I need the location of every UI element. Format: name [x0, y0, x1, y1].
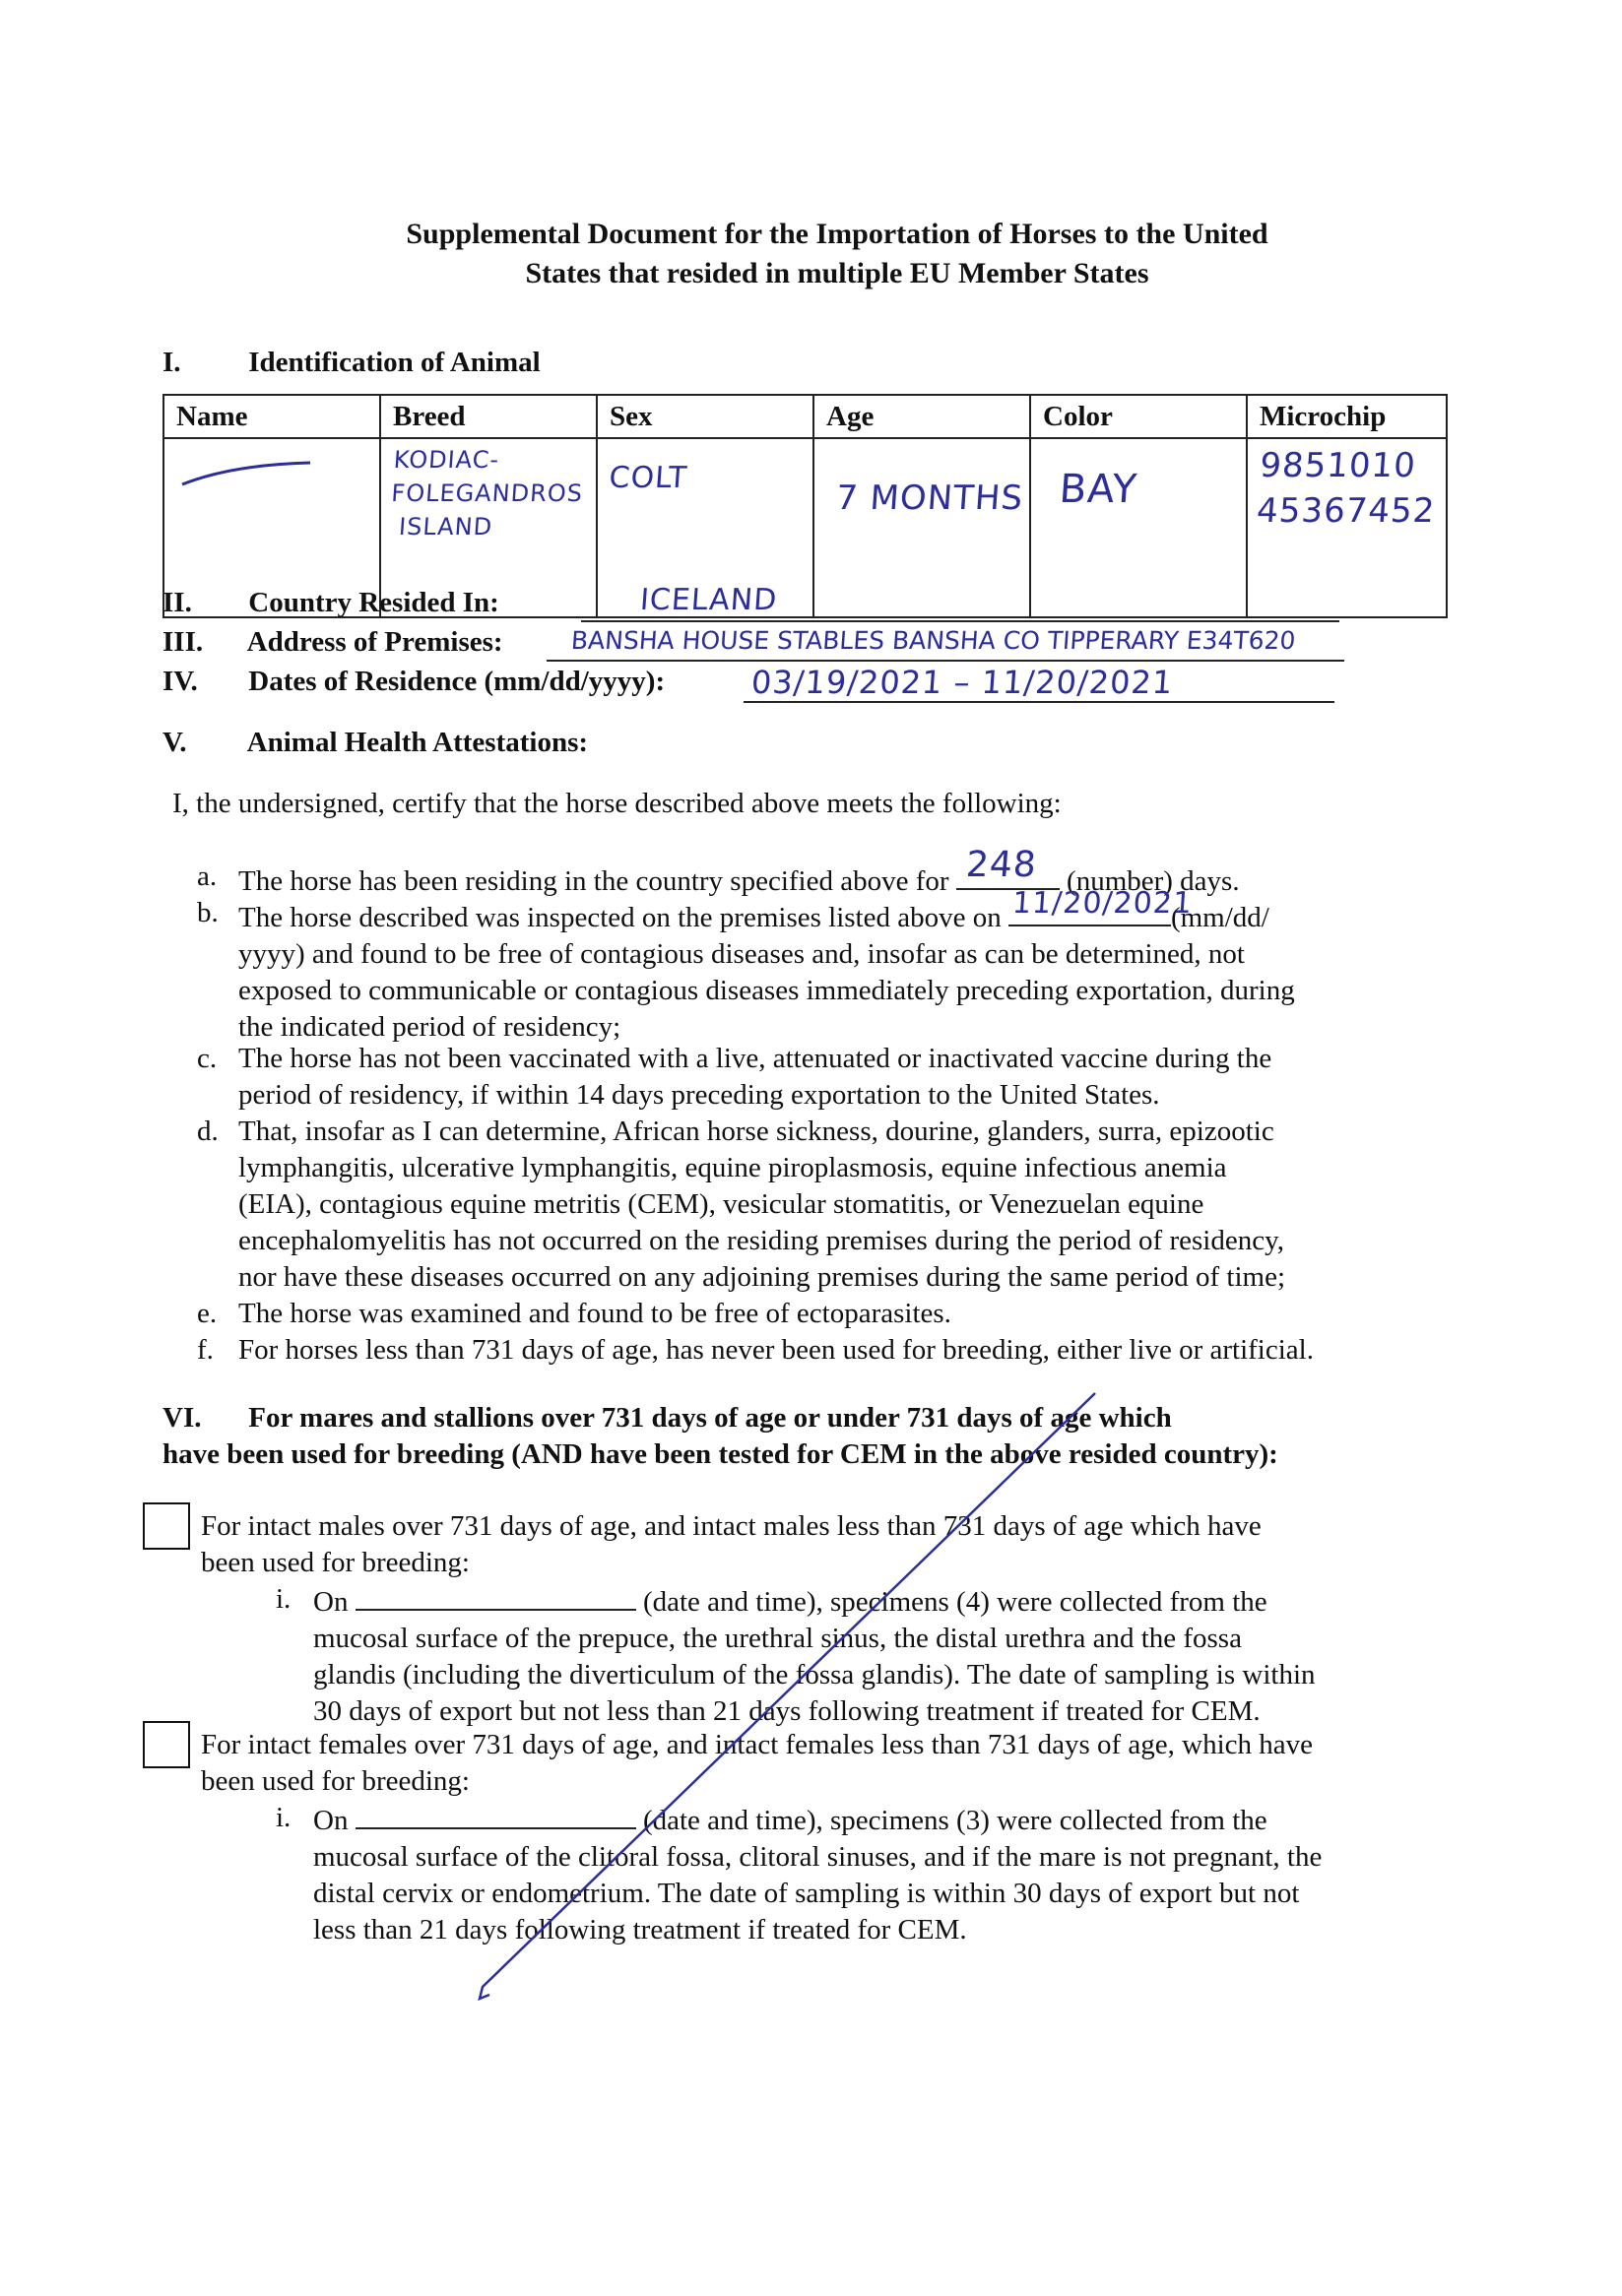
males-sub-line-3: glandis (including the diverticulum of the fossa glandis). The date of sampling is within [313, 1659, 1316, 1690]
certify-statement: I, the undersigned, certify that the horse described above meets the following: [172, 788, 1062, 819]
males-line-1: For intact males over 731 days of age, and intact males less than 731 days of age which have [201, 1510, 1262, 1542]
header-microchip: Microchip [1247, 395, 1447, 438]
cell-color: BAY [1024, 438, 1254, 617]
header-breed: Breed [380, 395, 597, 438]
breed-line-1: KODIAC- [392, 446, 501, 474]
section-2-number: II. [162, 587, 192, 618]
section-6-title-line-1: For mares and stallions over 731 days of age or under 731 days of age which [248, 1402, 1172, 1434]
females-sub-line-2: mucosal surface of the clitoral fossa, clitoral sinuses, and if the mare is not pregnant, the [313, 1841, 1323, 1873]
cell-age: 7 MONTHS [808, 438, 1037, 617]
cell-sex: COLT [591, 438, 820, 617]
females-line-1: For intact females over 731 days of age, and intact females less than 731 days of age, which have [201, 1729, 1314, 1760]
females-line-2: been used for breeding: [201, 1765, 470, 1797]
males-line-2: been used for breeding: [201, 1547, 470, 1578]
attestation-b-format: (mm/dd/ [1170, 902, 1269, 933]
days-value: 248 [964, 845, 1038, 885]
section-3-number: III. [162, 626, 204, 658]
title-line-2: States that resided in multiple EU Member States [525, 257, 1149, 289]
address-label: Address of Premises: [246, 626, 503, 658]
microchip-line-2: 45367452 [1255, 491, 1437, 531]
header-color: Color [1030, 395, 1247, 438]
males-sub-line-4: 30 days of export but not less than 21 days following treatment if treated for CEM. [313, 1695, 1261, 1727]
attestation-b-text: The horse described was inspected on the premises listed above on [238, 902, 1002, 933]
attestation-c-line-1: The horse has not been vaccinated with a live, attenuated or inactivated vaccine during the [238, 1043, 1272, 1074]
attestation-d-line-4: encephalomyelitis has not occurred on the residing premises during the period of residency, [238, 1225, 1284, 1256]
header-age: Age [813, 395, 1030, 438]
section-5-title: Animal Health Attestations: [246, 727, 589, 758]
attestation-d-line-2: lymphangitis, ulcerative lymphangitis, equine piroplasmosis, equine infectious anemia [238, 1152, 1227, 1183]
attestation-e-line-1: The horse was examined and found to be free of ectoparasites. [238, 1298, 951, 1329]
country-value: ICELAND [638, 583, 779, 617]
address-value: BANSHA HOUSE STABLES BANSHA CO TIPPERARY E34T620 [569, 626, 1297, 655]
attestation-b-line-2: yyyy) and found to be free of contagious diseases and, insofar as can be determined, not [238, 938, 1245, 970]
females-sub-line-3: distal cervix or endometrium. The date of sampling is within 30 days of export but not [313, 1878, 1300, 1909]
section-1-number: I. [162, 347, 181, 378]
section-1-title: Identification of Animal [248, 347, 541, 378]
attestation-f-line-1: For horses less than 731 days of age, has never been used for breeding, either live or artificial. [238, 1334, 1314, 1366]
females-sub-label: i. [276, 1802, 292, 1833]
breed-line-2: FOLEGANDROS [390, 479, 584, 507]
attestation-c-label: c. [197, 1043, 218, 1074]
attestation-d-line-5: nor have these diseases occurred on any adjoining premises during the same period of time; [238, 1261, 1286, 1293]
header-sex: Sex [597, 395, 813, 438]
breed-line-3: ISLAND [398, 513, 494, 541]
females-sub-line-4: less than 21 days following treatment if treated for CEM. [313, 1914, 967, 1945]
country-label: Country Resided In: [248, 587, 499, 618]
section-6-number: VI. [162, 1402, 202, 1434]
attestation-d-line-1: That, insofar as I can determine, African horse sickness, dourine, glanders, surra, epizootic [238, 1116, 1274, 1147]
title-line-1: Supplemental Document for the Importation of Horses to the United [406, 218, 1268, 250]
females-sub-text: (date and time), specimens (3) were collected from the [642, 1805, 1267, 1836]
section-6-title-line-2: have been used for breeding (AND have been tested for CEM in the above resided country): [162, 1438, 1278, 1470]
attestation-f-label: f. [197, 1334, 214, 1366]
attestation-b-line-4: the indicated period of residency; [238, 1011, 621, 1043]
attestation-a-label: a. [197, 861, 218, 892]
attestation-b-line-3: exposed to communicable or contagious diseases immediately preceding exportation, during [238, 975, 1295, 1006]
males-sub-text: (date and time), specimens (4) were collected from the [642, 1586, 1267, 1618]
males-on-label: On [313, 1586, 349, 1618]
inspection-date-value: 11/20/2021 [1010, 886, 1195, 921]
attestation-a-text: The horse has been residing in the country specified above for [238, 865, 949, 897]
dates-value: 03/19/2021 – 11/20/2021 [749, 664, 1175, 701]
section-5-number: V. [162, 727, 187, 758]
attestation-c-line-2: period of residency, if within 14 days preceding exportation to the United States. [238, 1079, 1160, 1111]
header-name: Name [163, 395, 380, 438]
males-sub-label: i. [276, 1583, 292, 1615]
microchip-line-1: 9851010 [1259, 446, 1418, 485]
females-on-label: On [313, 1805, 349, 1836]
attestation-b-label: b. [197, 897, 219, 928]
attestation-d-label: d. [197, 1116, 219, 1147]
attestation-a-suffix: (number) days. [1067, 865, 1240, 897]
dates-label: Dates of Residence (mm/dd/yyyy): [248, 666, 666, 697]
attestation-d-line-3: (EIA), contagious equine metritis (CEM), vesicular stomatitis, or Venezuelan equine [238, 1188, 1204, 1220]
section-4-number: IV. [162, 666, 198, 697]
attestation-e-label: e. [197, 1298, 218, 1329]
males-sub-line-2: mucosal surface of the prepuce, the urethral sinus, the distal urethra and the fossa [313, 1623, 1242, 1654]
